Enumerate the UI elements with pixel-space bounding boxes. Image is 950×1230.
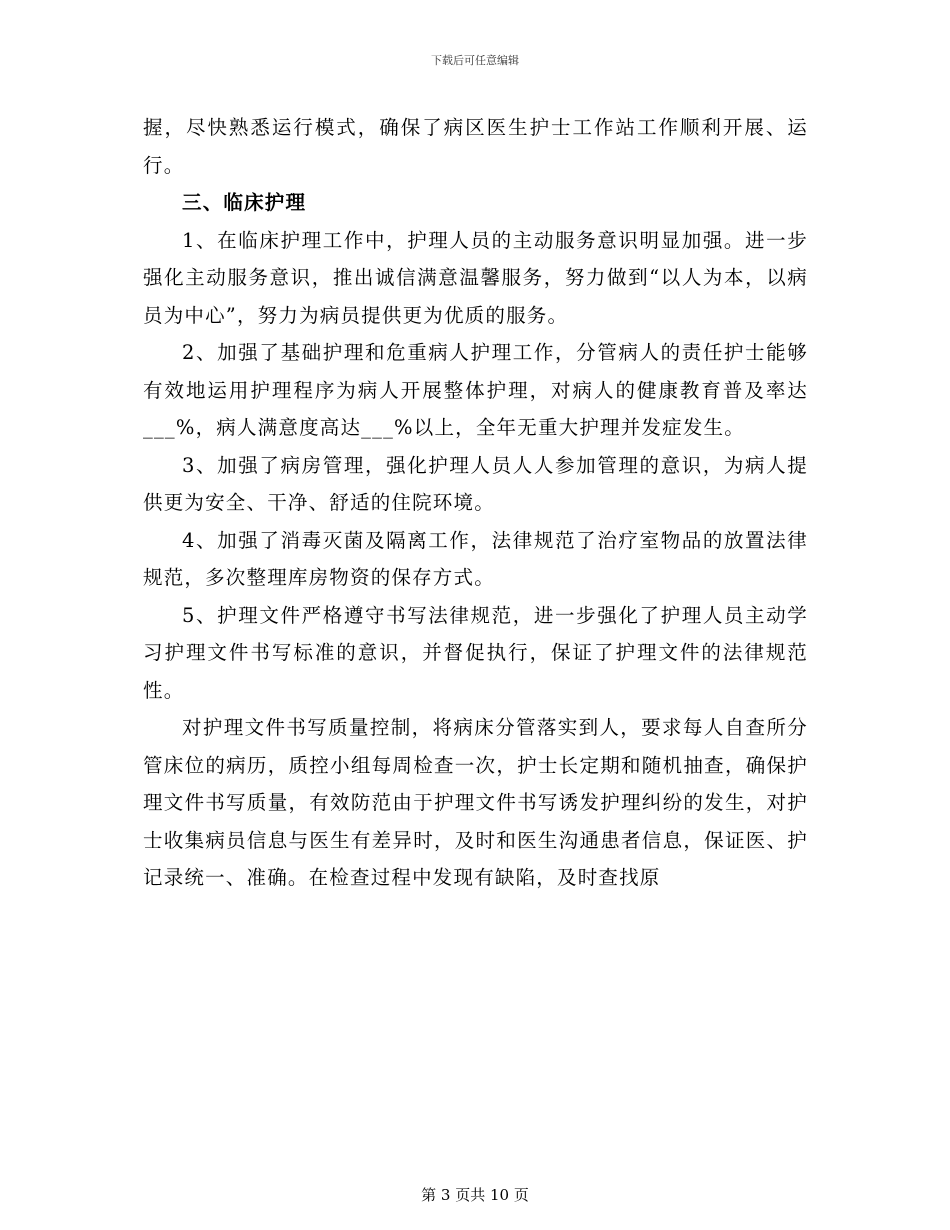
paragraph-5: 5、护理文件严格遵守书写法律规范，进一步强化了护理人员主动学习护理文件书写标准的意识，并督促执行，保证了护理文件的法律规范性。: [143, 603, 808, 702]
page-header: 下载后可任意编辑: [431, 54, 519, 67]
paragraph-4: 4、加强了消毒灭菌及隔离工作，法律规范了治疗室物品的放置法律规范，多次整理库房物资的保存方式。: [143, 528, 808, 589]
paragraph-continued: 握，尽快熟悉运行模式，确保了病区医生护士工作站工作顺利开展、运行。: [143, 116, 808, 177]
page-number-footer: 第 3 页共 10 页: [421, 1186, 529, 1204]
paragraph-3: 3、加强了病房管理，强化护理人员人人参加管理的意识，为病人提供更为安全、干净、舒适的住院环境。: [143, 453, 808, 514]
document-body: [143, 109, 808, 897]
paragraph-1: 1、在临床护理工作中，护理人员的主动服务意识明显加强。进一步强化主动服务意识，推出诚信满意温馨服务，努力做到“以人为本，以病员为中心”，努力为病员提供更为优质的服务。: [143, 228, 808, 327]
paragraph-6: 对护理文件书写质量控制，将病床分管落实到人，要求每人自查所分管床位的病历，质控小组每周检查一次，护士长定期和随机抽查，确保护理文件书写质量，有效防范由于护理文件书写诱发护理纠纷的发生，对护士收集病员信息与医生有差异时，及时和医生沟通患者信息，保证医、护记录统一、准确。在检查过程中发现有缺陷，及时查找原: [143, 716, 808, 889]
section-heading: 三、临床护理: [182, 191, 307, 214]
paragraph-2: 2、加强了基础护理和危重病人护理工作，分管病人的责任护士能够有效地运用护理程序为病人开展整体护理，对病人的健康教育普及率达___%，病人满意度高达___%以上，全年无重大护理并发症发生。: [143, 341, 808, 439]
